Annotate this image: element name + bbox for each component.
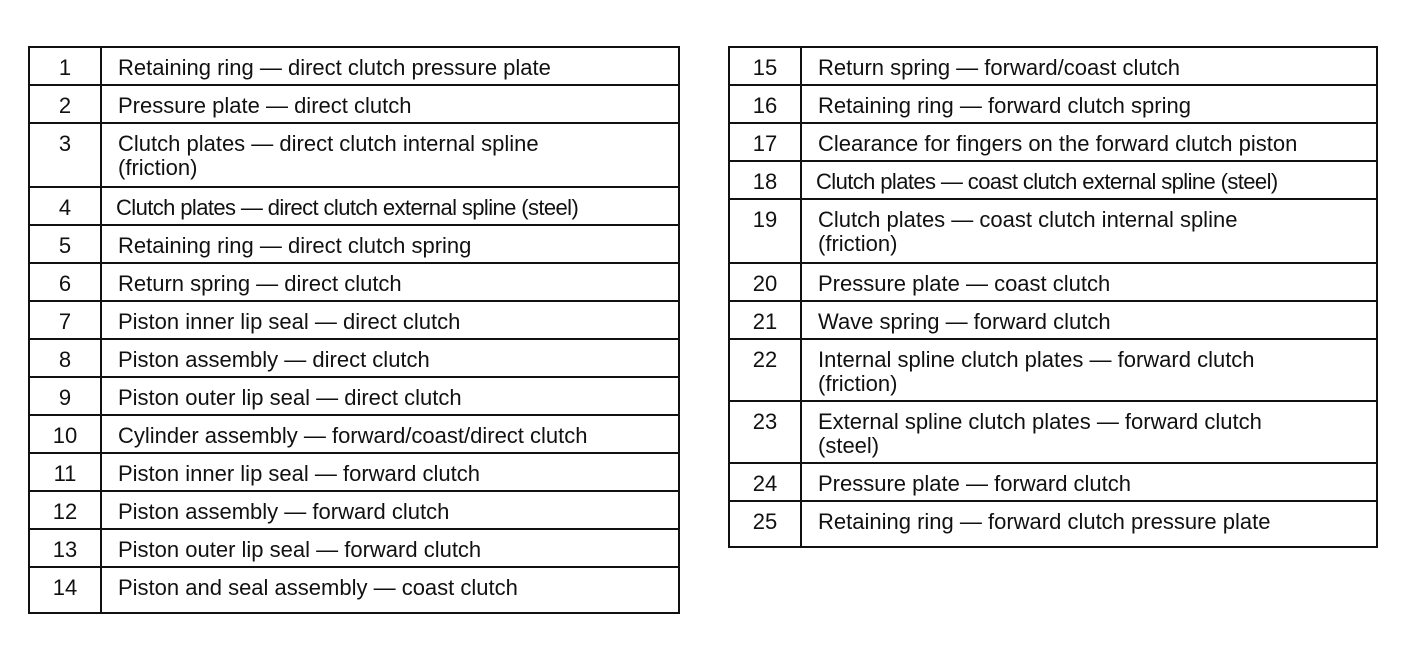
part-number: 23 bbox=[729, 401, 801, 463]
part-description: Retaining ring — forward clutch spring bbox=[801, 85, 1377, 123]
part-number: 1 bbox=[29, 47, 101, 85]
part-number: 10 bbox=[29, 415, 101, 453]
part-description: Piston inner lip seal — forward clutch bbox=[101, 453, 679, 491]
part-number: 15 bbox=[729, 47, 801, 85]
part-description: Return spring — direct clutch bbox=[101, 263, 679, 301]
table-row bbox=[729, 199, 1377, 263]
part-description: Piston assembly — direct clutch bbox=[101, 339, 679, 377]
part-number: 11 bbox=[29, 453, 101, 491]
part-number: 25 bbox=[729, 501, 801, 547]
part-description: External spline clutch plates — forward clutch (steel) bbox=[801, 401, 1377, 463]
table-row bbox=[729, 501, 1377, 547]
part-number: 13 bbox=[29, 529, 101, 567]
part-description: Pressure plate — forward clutch bbox=[801, 463, 1377, 501]
part-number: 8 bbox=[29, 339, 101, 377]
part-description: Piston inner lip seal — direct clutch bbox=[101, 301, 679, 339]
part-number: 20 bbox=[729, 263, 801, 301]
table-row bbox=[729, 339, 1377, 401]
part-number: 7 bbox=[29, 301, 101, 339]
table-row bbox=[729, 161, 1377, 199]
part-number: 16 bbox=[729, 85, 801, 123]
part-number: 14 bbox=[29, 567, 101, 613]
part-description: Clearance for fingers on the forward clutch piston bbox=[801, 123, 1377, 161]
table-row bbox=[729, 401, 1377, 463]
part-description: Return spring — forward/coast clutch bbox=[801, 47, 1377, 85]
part-description: Clutch plates — coast clutch internal spline (friction) bbox=[801, 199, 1377, 263]
table-row bbox=[29, 339, 679, 377]
part-description: Pressure plate — direct clutch bbox=[101, 85, 679, 123]
part-description: Retaining ring — direct clutch spring bbox=[101, 225, 679, 263]
part-description: Retaining ring — direct clutch pressure plate bbox=[101, 47, 679, 85]
part-number: 9 bbox=[29, 377, 101, 415]
table-row bbox=[29, 491, 679, 529]
table-row bbox=[29, 263, 679, 301]
table-row bbox=[29, 529, 679, 567]
table-row bbox=[29, 567, 679, 613]
part-description: Retaining ring — forward clutch pressure plate bbox=[801, 501, 1377, 547]
table-row bbox=[729, 301, 1377, 339]
parts-legend-table-right bbox=[728, 46, 1378, 548]
part-description: Clutch plates — direct clutch external spline (steel) bbox=[101, 187, 679, 225]
part-description: Piston outer lip seal — direct clutch bbox=[101, 377, 679, 415]
part-description: Clutch plates — direct clutch internal spline (friction) bbox=[101, 123, 679, 187]
table-row bbox=[29, 85, 679, 123]
table-row bbox=[729, 463, 1377, 501]
part-description: Piston and seal assembly — coast clutch bbox=[101, 567, 679, 613]
table-row bbox=[29, 415, 679, 453]
part-number: 2 bbox=[29, 85, 101, 123]
part-number: 6 bbox=[29, 263, 101, 301]
part-description: Piston outer lip seal — forward clutch bbox=[101, 529, 679, 567]
part-number: 24 bbox=[729, 463, 801, 501]
part-number: 4 bbox=[29, 187, 101, 225]
part-description: Wave spring — forward clutch bbox=[801, 301, 1377, 339]
table-row bbox=[29, 187, 679, 225]
table-row bbox=[29, 47, 679, 85]
parts-legend-table-left bbox=[28, 46, 680, 614]
table-row bbox=[29, 377, 679, 415]
part-number: 19 bbox=[729, 199, 801, 263]
part-number: 3 bbox=[29, 123, 101, 187]
table-row bbox=[729, 47, 1377, 85]
part-number: 5 bbox=[29, 225, 101, 263]
table-row bbox=[729, 123, 1377, 161]
part-description: Pressure plate — coast clutch bbox=[801, 263, 1377, 301]
part-number: 17 bbox=[729, 123, 801, 161]
table-row bbox=[729, 263, 1377, 301]
part-number: 18 bbox=[729, 161, 801, 199]
part-description: Piston assembly — forward clutch bbox=[101, 491, 679, 529]
table-row bbox=[29, 453, 679, 491]
part-description: Cylinder assembly — forward/coast/direct clutch bbox=[101, 415, 679, 453]
table-row bbox=[29, 225, 679, 263]
table-row bbox=[729, 85, 1377, 123]
part-number: 22 bbox=[729, 339, 801, 401]
part-number: 12 bbox=[29, 491, 101, 529]
table-row bbox=[29, 123, 679, 187]
table-row bbox=[29, 301, 679, 339]
part-number: 21 bbox=[729, 301, 801, 339]
part-description: Internal spline clutch plates — forward clutch (friction) bbox=[801, 339, 1377, 401]
part-description: Clutch plates — coast clutch external spline (steel) bbox=[801, 161, 1377, 199]
